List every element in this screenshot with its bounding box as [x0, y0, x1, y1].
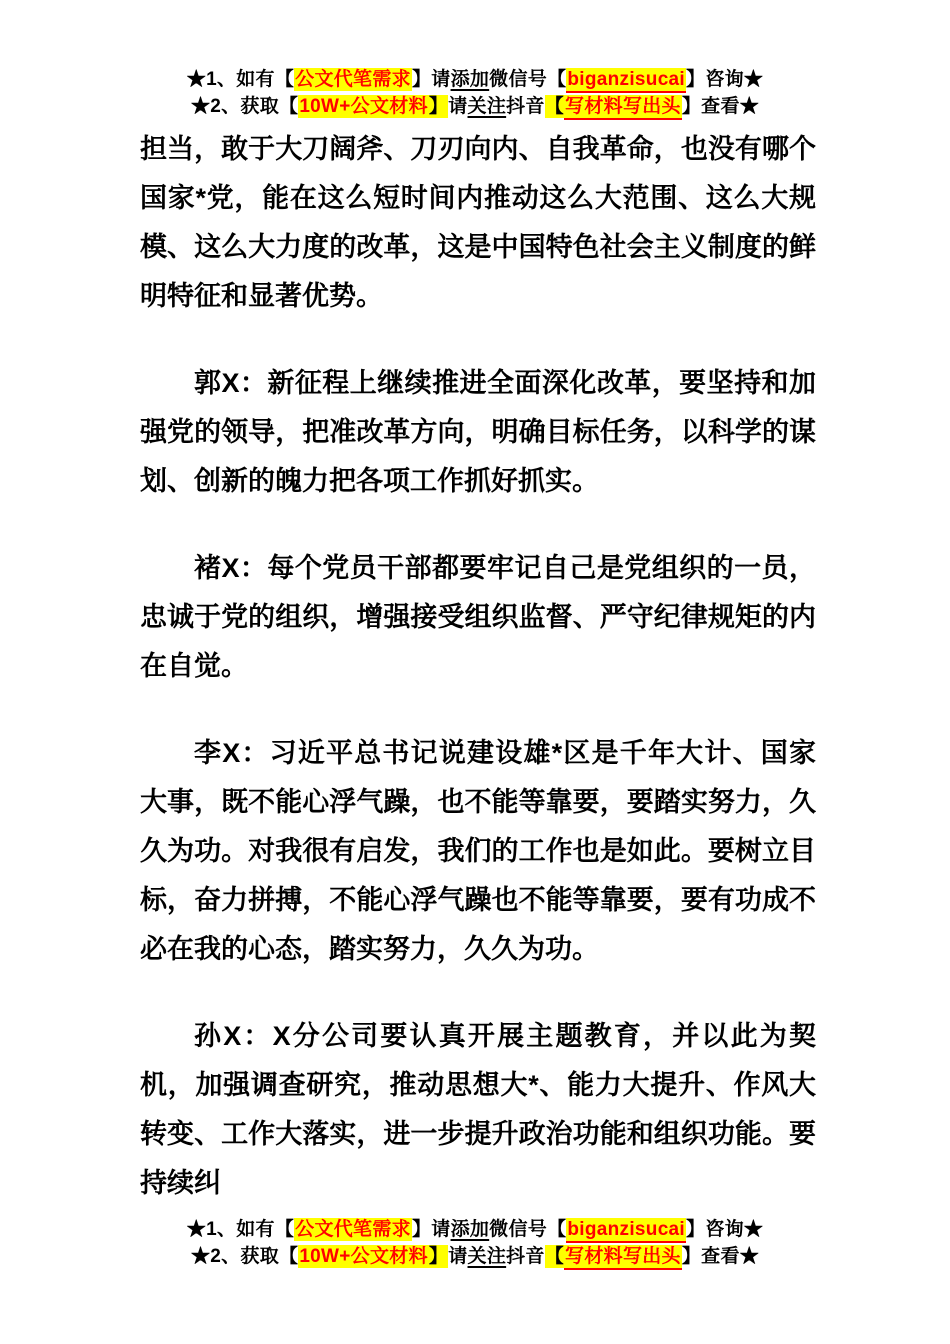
promo-text-segment: ★1、如有【: [186, 1219, 295, 1240]
promo-text-segment: 】查看★: [681, 1246, 760, 1267]
promo-text-segment: 请: [448, 96, 468, 117]
promo-header-line-1: [0, 66, 950, 93]
promo-text-segment: 微信号【: [489, 1219, 567, 1240]
promo-text-segment: biganzisucai: [566, 68, 686, 93]
promo-text-segment: 【: [544, 96, 565, 117]
promo-text-segment: 【: [544, 1246, 565, 1267]
paragraph-continuation: 担当，敢于大刀阔斧、刀刃向内、自我革命，也没有哪个国家*党，能在这么短时间内推动这么大范围、这么大规模、这么大力度的改革，这是中国特色社会主义制度的鲜明特征和显著优势。: [140, 134, 816, 311]
promo-text-segment: 】: [428, 96, 449, 117]
promo-text-segment: 请: [448, 1246, 468, 1267]
promo-text-segment: 写材料写出头: [564, 1245, 682, 1270]
promo-text-segment: 】请: [411, 1219, 451, 1240]
promo-text-segment: 微信号【: [489, 69, 567, 90]
promo-text-segment: 10W+公文材料: [299, 1246, 428, 1267]
promo-text-segment: ★2、获取【: [190, 1246, 299, 1267]
promo-text-segment: 公文代笔需求: [295, 69, 411, 90]
promo-header-line-2: [0, 93, 950, 120]
paragraph-guo: 郭X：新征程上继续推进全面深化改革，要坚持和加强党的领导，把准改革方向，明确目标任务，以科学的谋划、创新的魄力把各项工作抓好抓实。: [140, 368, 816, 496]
promo-text-segment: 】: [428, 1246, 449, 1267]
promo-text-segment: ★2、获取【: [190, 96, 299, 117]
promo-text-segment: 】查看★: [681, 96, 760, 117]
promo-footer: [0, 1216, 950, 1270]
promo-text-segment: 】咨询★: [686, 1219, 764, 1240]
promo-text-segment: 】请: [411, 69, 451, 90]
promo-footer-line-1: [0, 1216, 950, 1243]
promo-text-segment: 抖音: [506, 1246, 545, 1267]
promo-text-segment: 】咨询★: [686, 69, 764, 90]
promo-text-segment: 添加: [450, 69, 490, 90]
promo-text-segment: biganzisucai: [566, 1218, 686, 1243]
promo-text-segment: 抖音: [506, 96, 545, 117]
promo-text-segment: 写材料写出头: [564, 95, 682, 120]
promo-text-segment: 公文代笔需求: [295, 1219, 411, 1240]
promo-text-segment: ★1、如有【: [186, 69, 295, 90]
promo-text-segment: 关注: [467, 1246, 507, 1267]
promo-header: [0, 66, 950, 120]
paragraph-li: 李X：习近平总书记说建设雄*区是千年大计、国家大事，既不能心浮气躁，也不能等靠要，要踏实努力，久久为功。对我很有启发，我们的工作也是如此。要树立目标，奋力拼搏，不能心浮气躁也不能等靠要，要有功成不必在我的心态，踏实努力，久久为功。: [140, 738, 816, 964]
promo-text-segment: 关注: [467, 96, 507, 117]
paragraph-sun: 孙X：X分公司要认真开展主题教育，并以此为契机，加强调查研究，推动思想大*、能力大提升、作风大转变、工作大落实，进一步提升政治功能和组织功能。要持续纠: [140, 1021, 816, 1198]
promo-footer-line-2: [0, 1243, 950, 1270]
document-body: [140, 125, 816, 1208]
paragraph-chu: 褚X：每个党员干部都要牢记自己是党组织的一员，忠诚于党的组织，增强接受组织监督、严守纪律规矩的内在自觉。: [140, 553, 816, 681]
promo-text-segment: 添加: [450, 1219, 490, 1240]
promo-text-segment: 10W+公文材料: [299, 96, 428, 117]
